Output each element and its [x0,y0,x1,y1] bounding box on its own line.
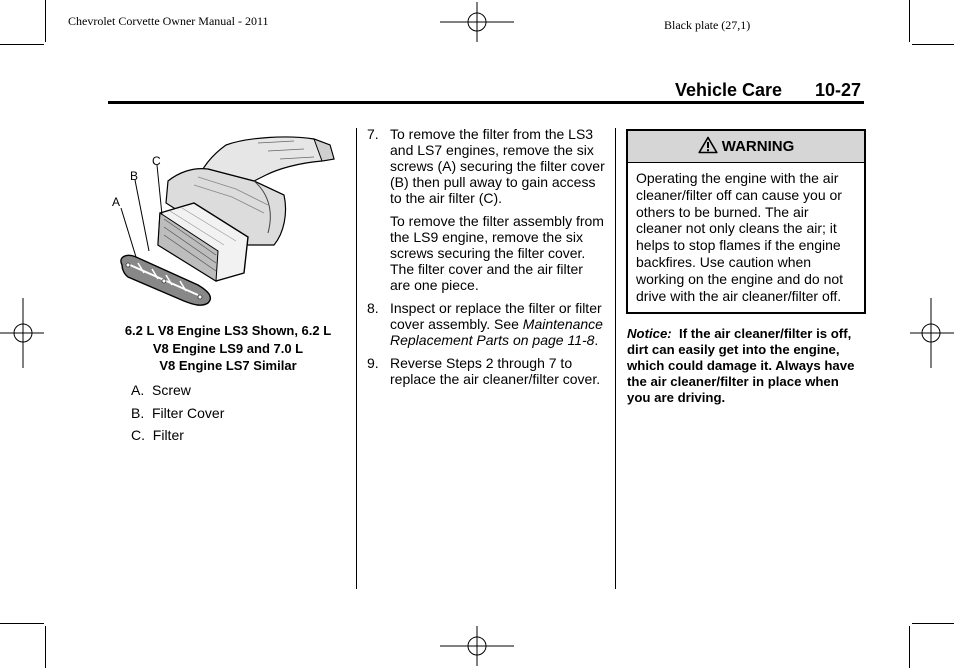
warning-header [628,131,864,163]
legend-item-filter-cover: B. Filter Cover [131,405,225,421]
crop-mark [0,623,44,624]
crop-mark [909,626,910,668]
crop-mark [45,0,46,42]
plate-label: Black plate (27,1) [664,18,751,32]
step-text [390,300,607,348]
legend-item-screw: A. Screw [131,382,191,398]
manual-title: Chevrolet Corvette Owner Manual - 2011 [68,14,269,28]
step-8 [367,300,607,348]
notice-text: If the air cleaner/filter is off, dirt can easily get into the engine, which could damage it. Always have the air cleaner/filter in place when you are driving. [627,326,855,405]
registration-mark-top [440,2,514,42]
registration-mark-bottom [440,626,514,666]
header-rule [108,101,864,104]
registration-mark-left [0,298,44,368]
caption-line: V8 Engine LS9 and 7.0 L [152,340,304,356]
section-title: Vehicle Care [675,80,783,100]
crop-mark [0,44,44,45]
step-number: 9. [367,355,379,371]
warning-body: Operating the engine with the air cleaner/filter off can cause you or others to be burned. The air cleaner not only cleans the air; it helps to stop flames if the engine backfires. Use caution when working on the engine and do not drive with the air cleaner/filter off. [636,170,844,304]
page-number: 10-27 [815,80,862,100]
notice-block [627,326,863,406]
column-divider [615,128,616,589]
step-number: 8. [367,300,379,316]
step-9 [367,355,607,387]
notice-label: Notice: [627,326,672,341]
warning-triangle-icon [698,136,718,154]
step-text: To remove the filter assembly from the LS9 engine, remove the six screws securing the filter cover. The filter cover and the air filter are one piece. [390,213,604,293]
steps-list [367,126,607,394]
step-text-before: Inspect or replace the filter or filter cover assembly. See [390,300,602,332]
cross-reference-link[interactable]: Maintenance Replacement Parts on page 11-8 [390,316,603,348]
crop-mark [909,0,910,42]
callout-b-label: B [130,169,139,183]
step-text-after: . [594,332,599,348]
column-divider [356,128,357,589]
figure-caption [110,322,346,375]
legend-item-filter: C. Filter [131,427,184,443]
air-cleaner-illustration [108,133,352,313]
crop-mark [912,44,954,45]
crop-mark [45,626,46,668]
warning-box [626,129,866,314]
step-text: To remove the filter from the LS3 and LS7 engines, remove the six screws (A) securing the filter cover (B) then pull away to gain access to the air filter (C). [390,126,605,206]
callout-c-label: C [152,154,161,168]
step-text: Reverse Steps 2 through 7 to replace the air cleaner/filter cover. [390,355,601,387]
step-number: 7. [367,126,379,142]
registration-mark-right [910,298,954,368]
caption-line: 6.2 L V8 Engine LS3 Shown, 6.2 L [124,323,332,338]
callout-a-label: A [112,195,121,209]
warning-title: WARNING [721,138,795,155]
step-7 [367,126,607,293]
caption-line: V8 Engine LS7 Similar [159,358,297,373]
crop-mark [912,623,954,624]
